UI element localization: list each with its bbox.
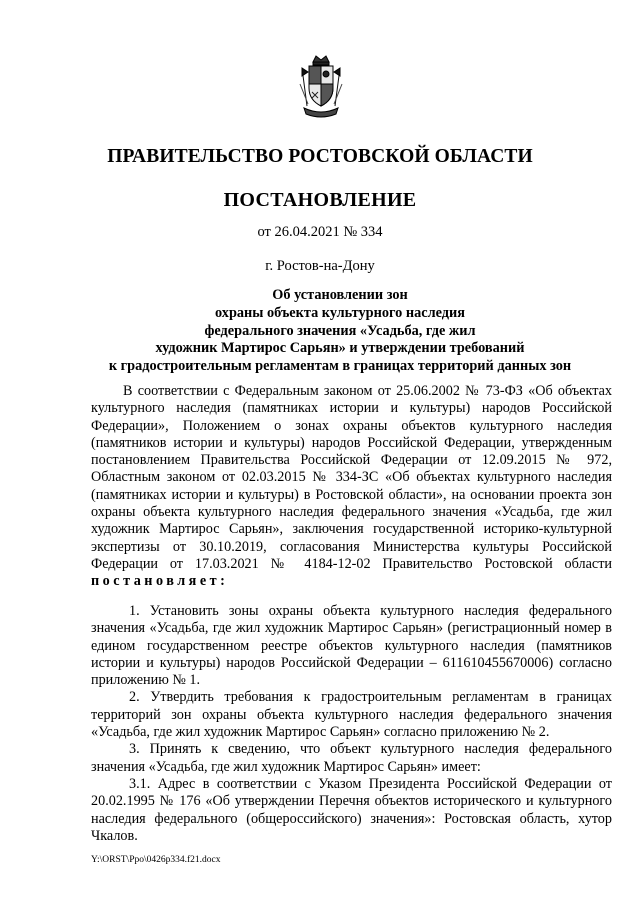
title-line: федерального значения «Усадьба, где жил — [204, 322, 476, 339]
preamble-text: В соответствии с Федеральным законом от 25.06.2002 № 73-ФЗ «Об объектах культурного наследия (памятниках истории и культуры) народов Российской Федерации», Положением о зонах охраны объектов культурного наследия (памятников истории и культуры) народов Российской Федерации, утвержденным постановлением Правительства Российской Федерации от 12.09.2015 № 972, Областным законом от 02.03.2015 № 334-ЗС «Об объектах культурного наследия (памятниках истории и культуры) в Ростовской области», на основании проекта зон охраны объекта культурного наследия федерального значения «Усадьба, где жил художник Мартирос Сарьян», заключения государственной историко-культурной экспертизы от 30.10.2019, согласования Министерства культуры Российской Федерации от 17.03.2021 № 4184-12-02 Правительство Ростовской области — [91, 383, 612, 572]
title-line: охраны объекта культурного наследия — [215, 304, 465, 321]
document-title — [60, 287, 620, 376]
document-type: ПОСТАНОВЛЕНИЕ — [223, 189, 417, 211]
document-date-number: от 26.04.2021 № 334 — [257, 224, 383, 240]
decree-item: 3. Принять к сведению, что объект культурного наследия федерального значения «Усадьба, где жил художник Мартирос Сарьян» имеет: — [91, 741, 612, 775]
decree-item: 3.1. Адрес в соответствии с Указом Президента Российской Федерации от 20.02.1995 № 176 «Об утверждении Перечня объектов исторического и культурного наследия федерального (общероссийского) значения»: Ростовская область, хутор Чкалов. — [91, 775, 612, 844]
document-place: г. Ростов-на-Дону — [265, 258, 375, 274]
decree-item: 2. Утвердить требования к градостроительным регламентам в границах территорий зон охраны объекта культурного наследия федерального значения «Усадьба, где жил художник Мартирос Сарьян» согласно приложению № 2. — [91, 689, 612, 741]
preamble — [91, 383, 612, 591]
title-line: к градостроительным регламентам в границах территорий данных зон — [108, 358, 572, 375]
title-line: художник Мартирос Сарьян» и утверждении требований — [155, 340, 525, 357]
decree-items — [91, 603, 612, 845]
title-line: Об установлении зон — [272, 287, 408, 303]
file-path-footer: Y:\ORST\Ppo\0426p334.f21.docx — [91, 855, 221, 865]
decree-item: 1. Установить зоны охраны объекта культурного наследия федерального значения «Усадьба, где жил художник Мартирос Сарьян» (регистрационный номер в едином государственном реестре объектов культурного наследия (памятников истории и культуры) народов Российской Федерации – 611610455670006) согласно приложению № 1. — [91, 603, 612, 689]
coat-of-arms-icon — [298, 54, 344, 118]
decree-word: постановляет: — [91, 573, 229, 590]
organization-name: ПРАВИТЕЛЬСТВО РОСТОВСКОЙ ОБЛАСТИ — [107, 146, 533, 167]
